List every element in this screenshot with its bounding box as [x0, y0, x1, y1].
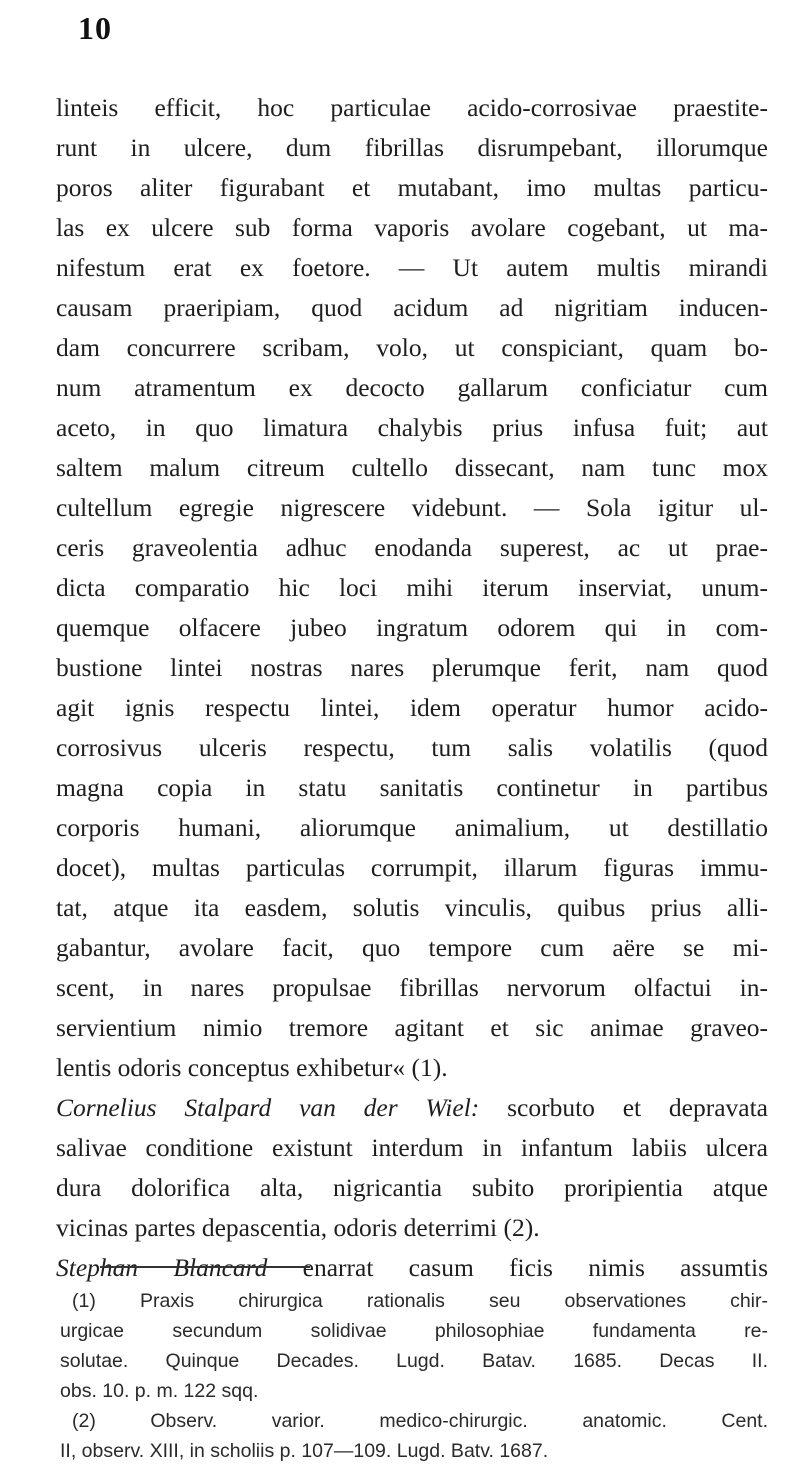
text-span: dura dolorifica alta, nigricantia subito proripientia atque [56, 1173, 768, 1202]
text-span: num atramentum ex decocto gallarum conficiatur cum [56, 373, 768, 402]
text-span: nifestum erat ex foetore. — Ut autem multis mirandi [56, 253, 768, 282]
footnote-line: solutae. Quinque Decades. Lugd. Batav. 1685. Decas II. [60, 1350, 768, 1372]
text-line [56, 1128, 768, 1168]
text-span: magna copia in statu sanitatis continetur in partibus [56, 773, 768, 802]
text-span: aceto, in quo limatura chalybis prius infusa fuit; aut [56, 413, 768, 442]
text-span: scorbuto et depravata [479, 1093, 768, 1122]
text-line [56, 528, 768, 568]
text-span: servientium nimio tremore agitant et sic animae graveo- [56, 1013, 768, 1042]
text-line [56, 608, 768, 648]
text-span: quemque olfacere jubeo ingratum odorem qui in com- [56, 613, 768, 642]
text-line [56, 88, 768, 128]
text-line [56, 768, 768, 808]
footnotes-block [60, 1286, 768, 1466]
text-line [56, 968, 768, 1008]
footnote-line: II, observ. XIII, in scholiis p. 107—109. Lugd. Batv. 1687. [60, 1440, 549, 1462]
footnote-separator [100, 1266, 310, 1268]
text-span: causam praeripiam, quod acidum ad nigritiam inducen- [56, 293, 768, 322]
text-span: bustione lintei nostras nares plerumque ferit, nam quod [56, 653, 768, 682]
text-span: linteis efficit, hoc particulae acido-corrosivae praestite- [56, 93, 768, 122]
text-span: corporis humani, aliorumque animalium, ut destillatio [56, 813, 768, 842]
text-line [56, 368, 768, 408]
text-line [56, 808, 768, 848]
text-line [56, 728, 768, 768]
text-span: agit ignis respectu lintei, idem operatur humor acido- [56, 693, 768, 722]
text-span: docet), multas particulas corrumpit, illarum figuras immu- [56, 853, 768, 882]
text-line [56, 168, 768, 208]
text-span: scent, in nares propulsae fibrillas nervorum olfactui in- [56, 973, 768, 1002]
main-text-block [56, 88, 768, 1288]
author-name: Cornelius Stalpard van der Wiel: [56, 1093, 480, 1122]
text-line [56, 448, 768, 488]
text-span: corrosivus ulceris respectu, tum salis volatilis (quod [56, 733, 768, 762]
text-span: lentis odoris conceptus exhibetur« (1). [56, 1053, 448, 1082]
text-line [56, 488, 768, 528]
text-line [56, 1248, 768, 1288]
text-line [56, 248, 768, 288]
text-line [56, 888, 768, 928]
text-span: salivae conditione existunt interdum in infantum labiis ulcera [56, 1133, 768, 1162]
text-line [56, 1168, 768, 1208]
text-span: runt in ulcere, dum fibrillas disrumpebant, illorumque [56, 133, 768, 162]
text-line [56, 568, 768, 608]
text-line [56, 408, 768, 448]
text-span: saltem malum citreum cultello dissecant, nam tunc mox [56, 453, 768, 482]
text-span: cultellum egregie nigrescere videbunt. — Sola igitur ul- [56, 493, 768, 522]
text-span: enarrat casum ficis nimis assumtis [267, 1253, 769, 1282]
text-line [56, 688, 768, 728]
text-span: dicta comparatio hic loci mihi iterum inserviat, unum- [56, 573, 768, 602]
text-span: vicinas partes depascentia, odoris deterrimi (2). [56, 1213, 540, 1242]
text-line [56, 928, 768, 968]
text-line [56, 328, 768, 368]
text-line [56, 208, 768, 248]
text-line [56, 128, 768, 168]
author-name: Stephan Blancard [56, 1253, 268, 1282]
text-line [56, 1208, 768, 1248]
text-span: gabantur, avolare facit, quo tempore cum aëre se mi- [56, 933, 768, 962]
text-line [56, 288, 768, 328]
text-line [56, 848, 768, 888]
text-span: ceris graveolentia adhuc enodanda superest, ac ut prae- [56, 533, 768, 562]
footnote-line: urgicae secundum solidivae philosophiae fundamenta re- [60, 1320, 768, 1342]
footnote-line: (1) Praxis chirurgica rationalis seu observationes chir- [72, 1290, 768, 1312]
text-span: las ex ulcere sub forma vaporis avolare cogebant, ut ma- [56, 213, 768, 242]
footnote-line: (2) Observ. varior. medico-chirurgic. anatomic. Cent. [72, 1410, 768, 1432]
text-line [56, 1048, 768, 1088]
text-line [56, 1008, 768, 1048]
footnote-line: obs. 10. p. m. 122 sqq. [60, 1380, 259, 1402]
text-line [56, 1088, 768, 1128]
page-number: 10 [78, 10, 112, 46]
text-line [56, 648, 768, 688]
text-span: dam concurrere scribam, volo, ut conspiciant, quam bo- [56, 333, 768, 362]
text-span: poros aliter figurabant et mutabant, imo multas particu- [56, 173, 768, 202]
text-span: tat, atque ita easdem, solutis vinculis, quibus prius alli- [56, 893, 768, 922]
